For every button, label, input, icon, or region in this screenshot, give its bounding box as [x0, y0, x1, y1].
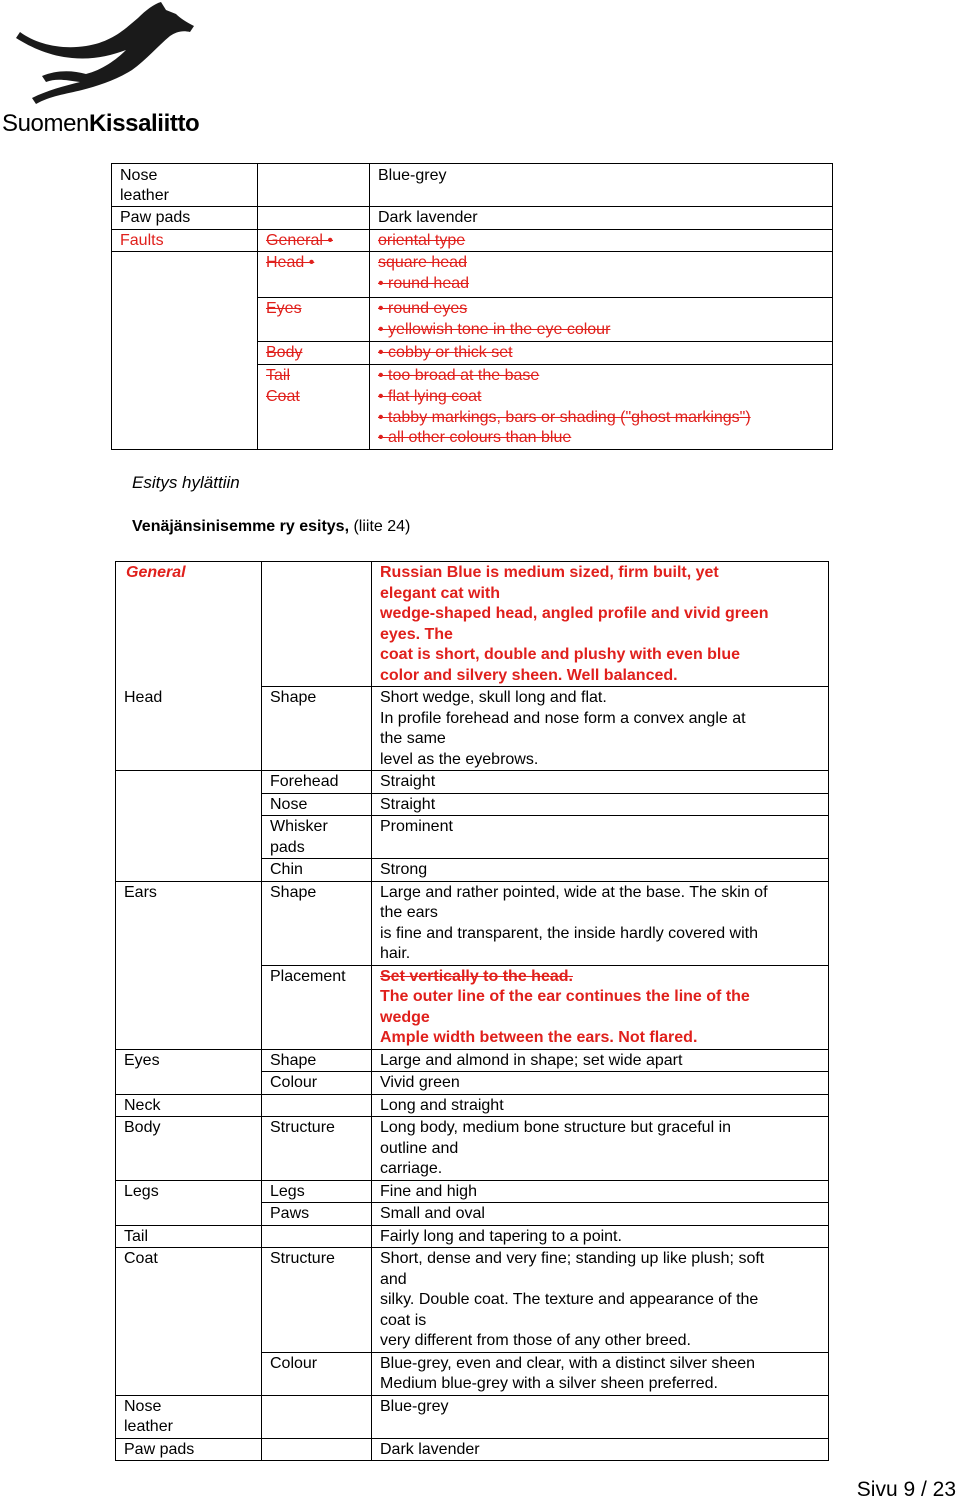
row-sublabel: Structure	[262, 1117, 372, 1181]
proposal-heading-bold: Venäjänsinisemme ry esitys,	[132, 518, 350, 535]
row-value: Fine and high	[372, 1180, 829, 1203]
row-label	[112, 364, 258, 386]
fault-category: Body	[258, 342, 370, 365]
table-row	[116, 1203, 829, 1226]
page-number: Sivu 9 / 23	[856, 1478, 956, 1501]
fault-text: • round eyes • yellowish tone in the eye colour	[370, 298, 833, 342]
row-label: Paw pads	[112, 207, 258, 230]
row-sublabel	[258, 207, 370, 230]
table-row	[112, 364, 833, 386]
row-sublabel: Placement	[262, 965, 372, 1049]
row-sublabel: Shape	[262, 687, 372, 771]
table-row	[112, 207, 833, 230]
fault-category: Tail	[258, 364, 370, 386]
row-value: Dark lavender	[370, 207, 833, 230]
fault-category: General •	[258, 229, 370, 252]
row-sublabel: Structure	[262, 1248, 372, 1353]
row-sublabel	[262, 1094, 372, 1117]
fault-line: square head	[378, 254, 467, 271]
rejected-note: Esitys hylättiin	[132, 473, 240, 492]
row-label: Nose leather	[116, 1395, 262, 1438]
row-sublabel: Shape	[262, 1049, 372, 1072]
row-label: Tail	[116, 1225, 262, 1248]
table-row	[116, 1248, 829, 1353]
row-label	[116, 793, 262, 816]
table-row	[116, 1225, 829, 1248]
row-value: Large and rather pointed, wide at the base. The skin of the ears is fine and transparent, the inside hardly covered with hair.	[372, 881, 829, 965]
row-sublabel: Forehead	[262, 771, 372, 794]
table-row	[112, 229, 833, 252]
row-label: Nose leather	[112, 164, 258, 207]
table-row	[116, 1352, 829, 1395]
fault-text: oriental type	[370, 229, 833, 252]
table-row	[116, 793, 829, 816]
logo	[0, 0, 220, 140]
table-row	[116, 1094, 829, 1117]
fault-category: Coat	[258, 386, 370, 449]
row-value: Strong	[372, 859, 829, 882]
proposal-heading	[132, 518, 410, 536]
row-label: Head	[116, 687, 262, 771]
row-sublabel: Colour	[262, 1352, 372, 1395]
table-row	[116, 562, 829, 687]
row-sublabel: Colour	[262, 1072, 372, 1095]
table-row	[112, 298, 833, 342]
fault-text	[370, 252, 833, 298]
row-sublabel: Shape	[262, 881, 372, 965]
table-row	[116, 965, 829, 1049]
table-row	[116, 859, 829, 882]
logo-text-light: Suomen	[2, 110, 89, 137]
row-value: Blue-grey	[370, 164, 833, 207]
table-row	[116, 687, 829, 771]
row-label: Paw pads	[116, 1438, 262, 1461]
row-sublabel: Whisker pads	[262, 816, 372, 859]
row-sublabel: Legs	[262, 1180, 372, 1203]
row-label: Ears	[116, 881, 262, 965]
row-label	[112, 298, 258, 342]
proposal-heading-normal: (liite 24)	[349, 518, 411, 535]
row-label	[112, 342, 258, 365]
table-row	[116, 1180, 829, 1203]
row-value: Vivid green	[372, 1072, 829, 1095]
table-row	[116, 1395, 829, 1438]
row-value: Blue-grey	[372, 1395, 829, 1438]
row-label: Neck	[116, 1094, 262, 1117]
row-value: Large and almond in shape; set wide apart	[372, 1049, 829, 1072]
row-sublabel: Paws	[262, 1203, 372, 1226]
logo-text-bold: Kissaliitto	[89, 110, 200, 137]
row-sublabel	[258, 164, 370, 207]
fault-category: Head •	[258, 252, 370, 298]
row-label	[116, 1072, 262, 1095]
table-row	[116, 881, 829, 965]
row-value: Long body, medium bone structure but graceful in outline and carriage.	[372, 1117, 829, 1181]
row-value: Fairly long and tapering to a point.	[372, 1225, 829, 1248]
row-sublabel	[262, 1438, 372, 1461]
row-label	[112, 386, 258, 449]
general-text: Russian Blue is medium sized, firm built, yet elegant cat with wedge-shaped head, angled profile and vivid green eyes. The coat is short, double and plushy with even blue color and silvery sheen. Well balanced.	[372, 562, 829, 687]
row-value: Long and straight	[372, 1094, 829, 1117]
fault-category: Eyes	[258, 298, 370, 342]
row-label: Eyes	[116, 1049, 262, 1072]
fault-text: • cobby or thick set	[370, 342, 833, 365]
row-label	[116, 771, 262, 794]
standard-table	[115, 561, 829, 1461]
row-sublabel: Chin	[262, 859, 372, 882]
fault-text: • flat lying coat • tabby markings, bars or shading ("ghost markings") • all other colours than blue	[370, 386, 833, 449]
row-label	[116, 859, 262, 882]
row-value: Dark lavender	[372, 1438, 829, 1461]
row-value: Straight	[372, 771, 829, 794]
table-row	[116, 1049, 829, 1072]
faults-label: Faults	[112, 229, 258, 252]
table-row	[112, 386, 833, 449]
table-row	[116, 1438, 829, 1461]
row-value: Small and oval	[372, 1203, 829, 1226]
general-label: General	[116, 562, 262, 687]
faults-table	[111, 163, 833, 450]
row-value: Short, dense and very fine; standing up like plush; soft and silky. Double coat. The texture and appearance of the coat is very different from those of any other breed.	[372, 1248, 829, 1353]
row-label	[116, 816, 262, 859]
row-value: Prominent	[372, 816, 829, 859]
placement-struck-text: Set vertically to the head.	[380, 967, 573, 985]
table-row	[112, 342, 833, 365]
row-sublabel	[262, 1395, 372, 1438]
row-label	[112, 252, 258, 298]
row-value: Straight	[372, 793, 829, 816]
row-sublabel	[262, 1225, 372, 1248]
table-row	[116, 1117, 829, 1181]
row-sublabel	[262, 562, 372, 687]
placement-value: Set vertically to the head. The outer line of the ear continues the line of the wedge Ample width between the ears. Not flared.	[372, 965, 829, 1049]
table-row	[116, 816, 829, 859]
row-label: Body	[116, 1117, 262, 1181]
row-value: Short wedge, skull long and flat. In profile forehead and nose form a convex angle at the same level as the eyebrows.	[372, 687, 829, 771]
fault-text: • too broad at the base	[370, 364, 833, 386]
row-label	[116, 1352, 262, 1395]
row-sublabel: Nose	[262, 793, 372, 816]
table-row	[112, 164, 833, 207]
row-label: Legs	[116, 1180, 262, 1203]
table-row	[116, 1072, 829, 1095]
fault-line: • round head	[378, 274, 470, 292]
row-label	[116, 1203, 262, 1226]
logo-wordmark	[2, 110, 199, 138]
cat-silhouette-icon	[6, 0, 206, 110]
row-value: Blue-grey, even and clear, with a distinct silver sheen Medium blue-grey with a silver sheen preferred.	[372, 1352, 829, 1395]
row-label: Coat	[116, 1248, 262, 1353]
table-row	[112, 252, 833, 298]
row-label	[116, 965, 262, 1049]
table-row	[116, 771, 829, 794]
